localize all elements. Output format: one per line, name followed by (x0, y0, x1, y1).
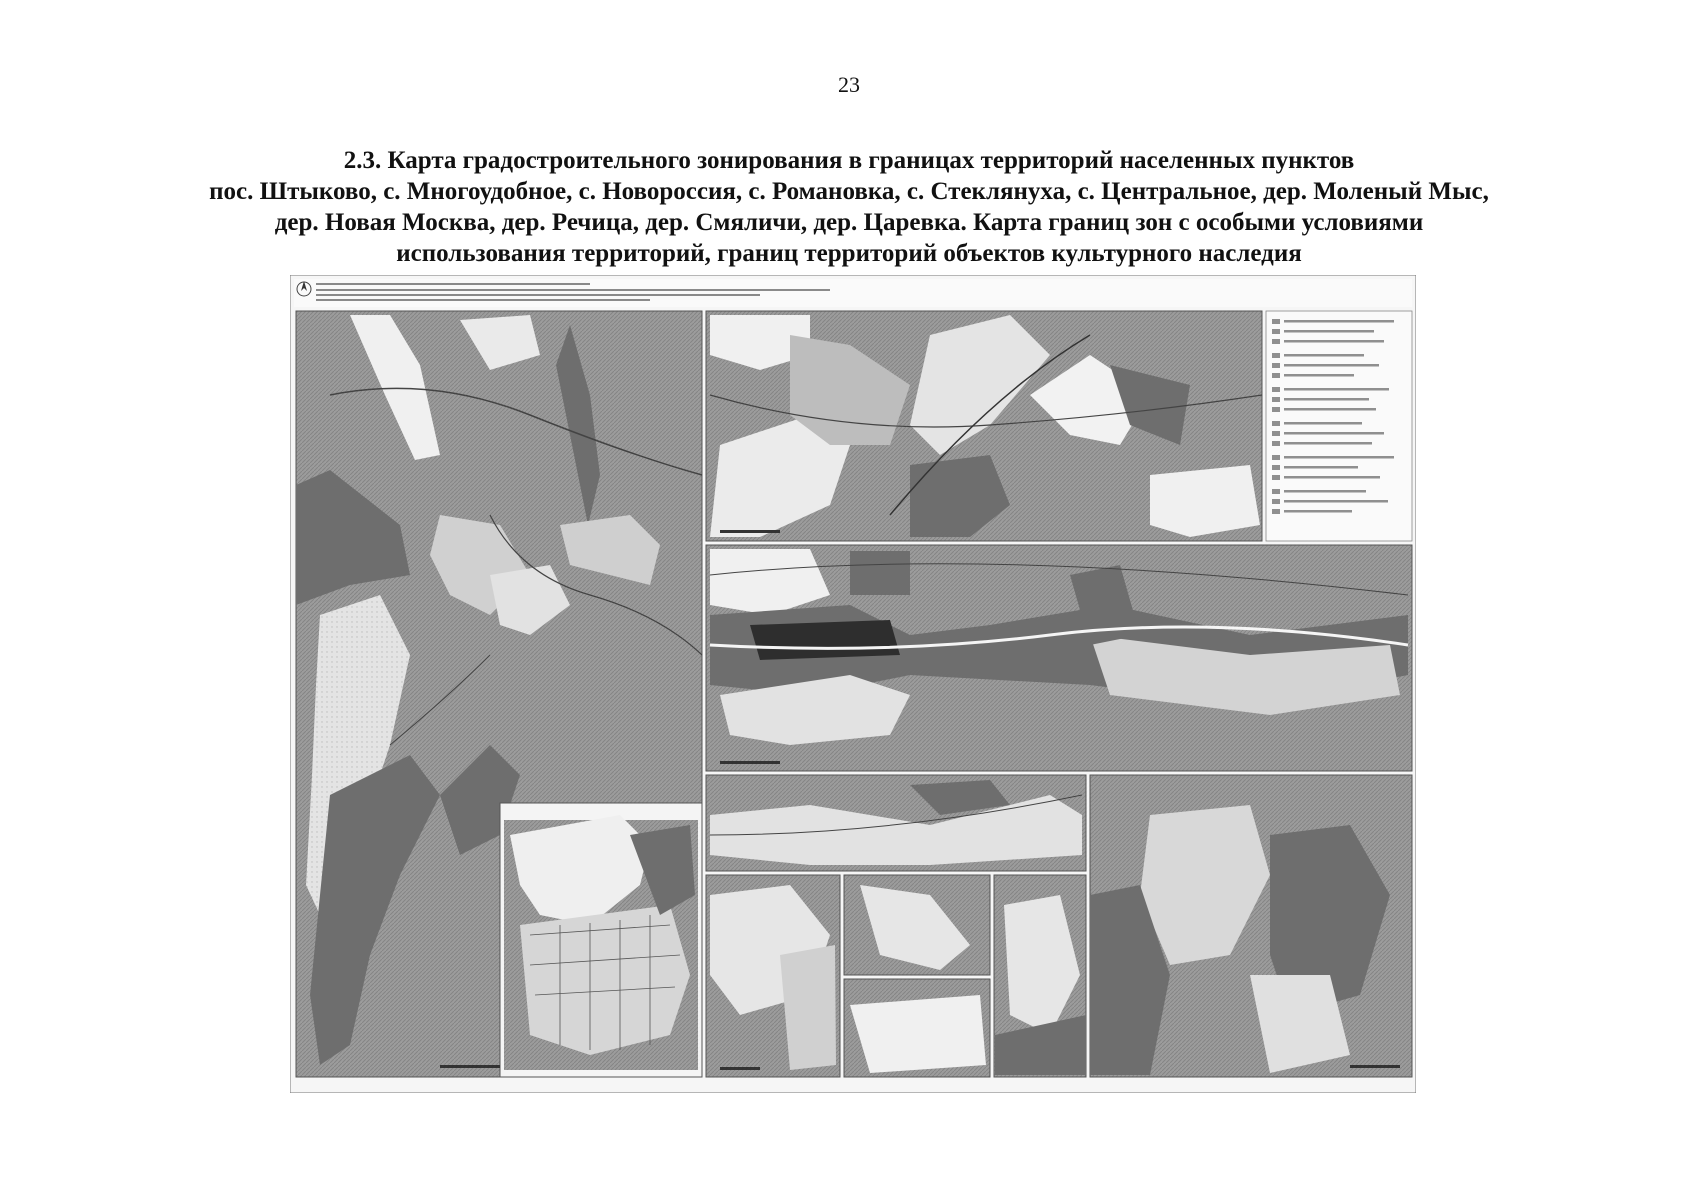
map-inset-small-1 (706, 875, 840, 1077)
page-number: 23 (838, 72, 860, 97)
title-line-4: использования территорий, границ территорий объектов культурного наследия (396, 240, 1302, 267)
title-line-1: 2.3. Карта градостроительного зонирования в границах территорий населенных пунктов (343, 147, 1355, 174)
map-panel-main (296, 311, 702, 1077)
zoning-map-image (290, 275, 1416, 1093)
map-panel-middle-right (706, 545, 1412, 771)
map-panel-top-right (706, 311, 1262, 541)
map-inset-small-3 (994, 875, 1086, 1077)
map-legend (1266, 311, 1412, 541)
zoning-map-figure (290, 275, 1416, 1093)
page-title (60, 145, 1638, 269)
title-line-3: дер. Новая Москва, дер. Речица, дер. Смяличи, дер. Царевка. Карта границ зон с особыми условиями (274, 209, 1424, 236)
title-line-2: пос. Штыково, с. Многоудобное, с. Новороссия, с. Романовка, с. Стеклянуха, с. Центральное, дер. Моленый Мыс, (209, 178, 1489, 205)
map-panel-bottom-right (1090, 775, 1412, 1077)
map-panel-bottom-strip (706, 775, 1086, 871)
